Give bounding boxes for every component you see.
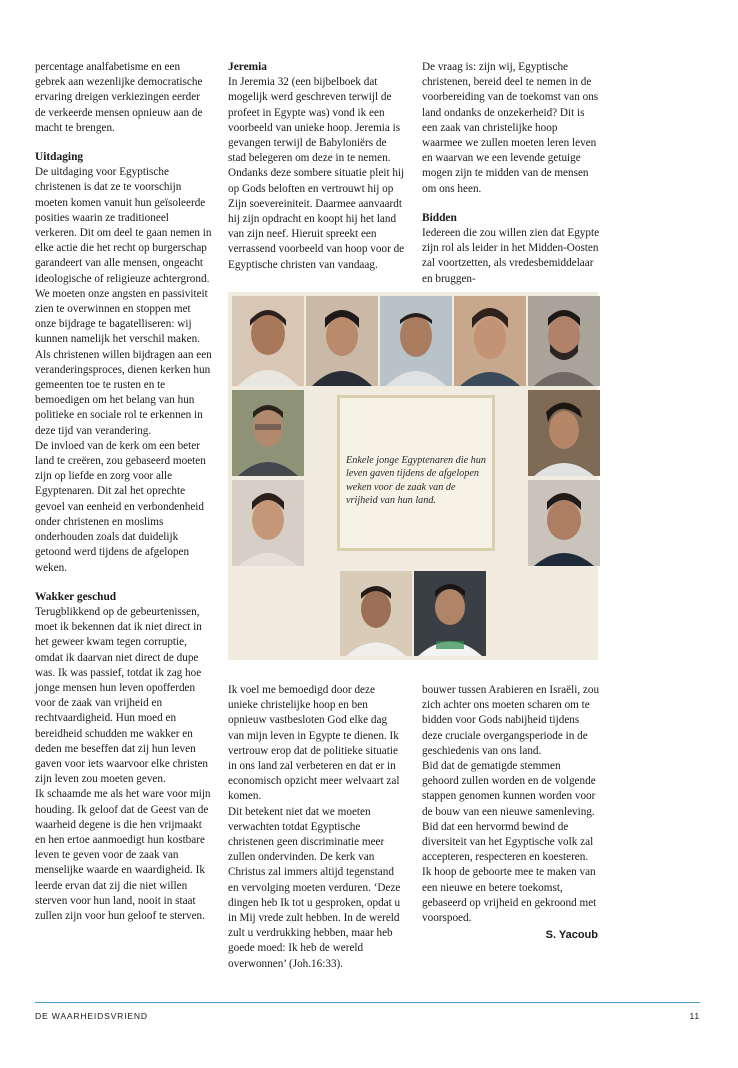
paragraph: Iedereen die zou willen zien dat Egypte zijn rol als leider in het Midden-Oosten zal voortzetten, als vredesbemiddelaar en bruggen-: [422, 227, 600, 285]
photo-collage: [228, 292, 598, 660]
paragraph: Dit betekent niet dat we moeten verwachten totdat Egyptische christenen geen discriminatie meer zullen ondervinden. De kerk van Christus zal immers altijd tegenstand en vervolging moeten verduren. ‘Deze dingen heb Ik tot u gesproken, opdat u in Mij vrede zult hebben. In de wereld zult u verdrukking hebben, maar heb goede moed: Ik heb de wereld overwonnen’ (Joh.16:33).: [228, 805, 401, 970]
portrait-photo: [528, 480, 600, 566]
publication-name: DE WAARHEIDSVRIEND: [35, 1011, 148, 1021]
heading-wakker-geschud: Wakker geschud: [35, 590, 117, 603]
portrait-photo: [232, 390, 304, 476]
paragraph: In Jeremia 32 (een bijbelboek dat mogelijk werd geschreven terwijl de profeet in Egypte was) vond ik een voorbeeld van unieke hoop. Jeremia is gevangen terwijl de Babyloniërs de stad belegeren om deze in te nemen. Ondanks deze sombere situatie pleit hij op Gods beloften en vertrouwt hij op Zijn soevereiniteit. Daarmee aanvaardt hij zijn opdracht en koopt hij het land van zijn neef. Hieruit spreekt een verrassend voorbeeld van hoop voor de Egyptische christen van vandaag.: [228, 76, 405, 271]
portrait-photo: [232, 480, 304, 566]
text-column-2: [228, 60, 406, 273]
text-column-4: [228, 683, 406, 972]
paragraph: Ik voel me bemoedigd door deze unieke christelijke hoop en ben opnieuw vastbesloten God elke dag van mijn leven in Egypte te dienen. Ik vertrouw erop dat de politieke situatie in ons land zal verbeteren en dat er in economisch opzicht meer welvaart zal komen.: [228, 684, 400, 803]
paragraph: Ik schaamde me als het ware voor mijn houding. Ik geloof dat de Geest van de waarheid degene is die hen vrijmaakt en hen ertoe aanmoedigt hun kostbare leven te geven voor de zaak van menselijke waarde en waardigheid. Ik leerde ervan dat zij die niet willen sterven voor hun land, nooit in staat zullen zijn voor hun geloof te sterven.: [35, 788, 211, 922]
paragraph: De invloed van de kerk om een beter land te creëren, zou gebaseerd moeten zijn op liefde en zorg voor alle Egyptenaren. Dit zal het oprechte gevoel van eenheid en verbondenheid onder christenen en moslims onderhouden zoals dat duidelijk getoond werd tijdens de afgelopen weken.: [35, 439, 206, 574]
portrait-photo: [414, 571, 486, 656]
paragraph: Bid dat de gematigde stemmen gehoord zullen worden en de volgende stappen genomen kunnen worden voor de bouw van een nieuwe samenleving. Bid dat een hervormd bewind de diversiteit van het Egyptische volk zal accepteren, respecteren en koesteren.: [422, 760, 596, 864]
heading-bidden: Bidden: [422, 211, 457, 224]
text-column-1: [35, 60, 213, 924]
text-column-3: [422, 60, 600, 287]
paragraph: percentage analfabetisme en een gebrek aan wezenlijke democratische ervaring dreigen verkiezingen eerder de verkeerde mensen opnieuw aan de macht te brengen.: [35, 61, 203, 134]
portrait-photo: [380, 296, 452, 386]
portrait-photo: [340, 571, 412, 656]
paragraph: Ik hoop de geboorte mee te maken van een nieuwe en betere toekomst, gebaseerd op vrijheid en gekroond met voorspoed.: [422, 866, 597, 925]
author-signature: S. Yacoub: [545, 929, 598, 942]
text-column-5: [422, 683, 600, 943]
paragraph: De vraag is: zijn wij, Egyptische christenen, bereid deel te nemen in de voorbereiding van de toekomst van ons land ondanks de onzekerheid? Dit is een zaak van christelijke hoop waarmee we zullen moeten leren leven en waarvan we een levende getuige mogen zijn te midden van de mensen om ons heen.: [422, 61, 599, 195]
heading-jeremia: Jeremia: [228, 61, 268, 73]
portrait-photo: [232, 296, 304, 386]
portrait-photo: [306, 296, 378, 386]
footer-divider: [35, 1002, 700, 1003]
caption-panel: [337, 395, 495, 551]
paragraph: bouwer tussen Arabieren en Israëli, zou zich achter ons moeten scharen om te bidden voor Gods nabijheid tijdens deze cruciale overgangsperiode in de geschiedenis van ons land.: [422, 684, 600, 757]
paragraph: Terugblikkend op de gebeurtenissen, moet ik bekennen dat ik niet direct in het geweer kwam tegen corruptie, omdat ik daarvan niet direct de dupe was. Ik was passief, totdat ik zag hoe jonge mensen hun leven opofferden voor de zaak van vrijheid en rechtvaardigheid. Hun moed en bereidheid schudden me wakker en deden me beseffen dat zij hun leven gaven voor iets waarvoor elke christen zijn leven zou moeten geven.: [35, 605, 209, 786]
portrait-photo: [528, 296, 600, 386]
portrait-photo: [454, 296, 526, 386]
photo-caption: Enkele jonge Egyptenaren die hun leven gaven tijdens de afgelopen weken voor de zaak van de vrijheid van hun land.: [346, 455, 486, 507]
paragraph: De uitdaging voor Egyptische christenen is dat ze te voorschijn moeten komen vanuit hun geïsoleerde posities waarin ze traditioneel verkeren. Dit om deel te gaan nemen in elke actie die het recht op burgerschap garandeert van alle mensen, ongeacht ideologische of religieuze achtergrond. We moeten onze angsten en passiviteit zien te overwinnen en stoppen met onze bijdrage te bagatelliseren: wij kunnen namelijk het verschil maken. Als christenen willen bijdragen aan een veranderingsproces, dienen kerken hun gemeenten toe te rusten en te bemoedigen om het belang van hun politieke en sociale rol te erkennen in deze tijd van verandering.: [35, 166, 212, 437]
page-number: 11: [689, 1011, 700, 1021]
portrait-photo: [528, 390, 600, 476]
heading-uitdaging: Uitdaging: [35, 151, 84, 164]
